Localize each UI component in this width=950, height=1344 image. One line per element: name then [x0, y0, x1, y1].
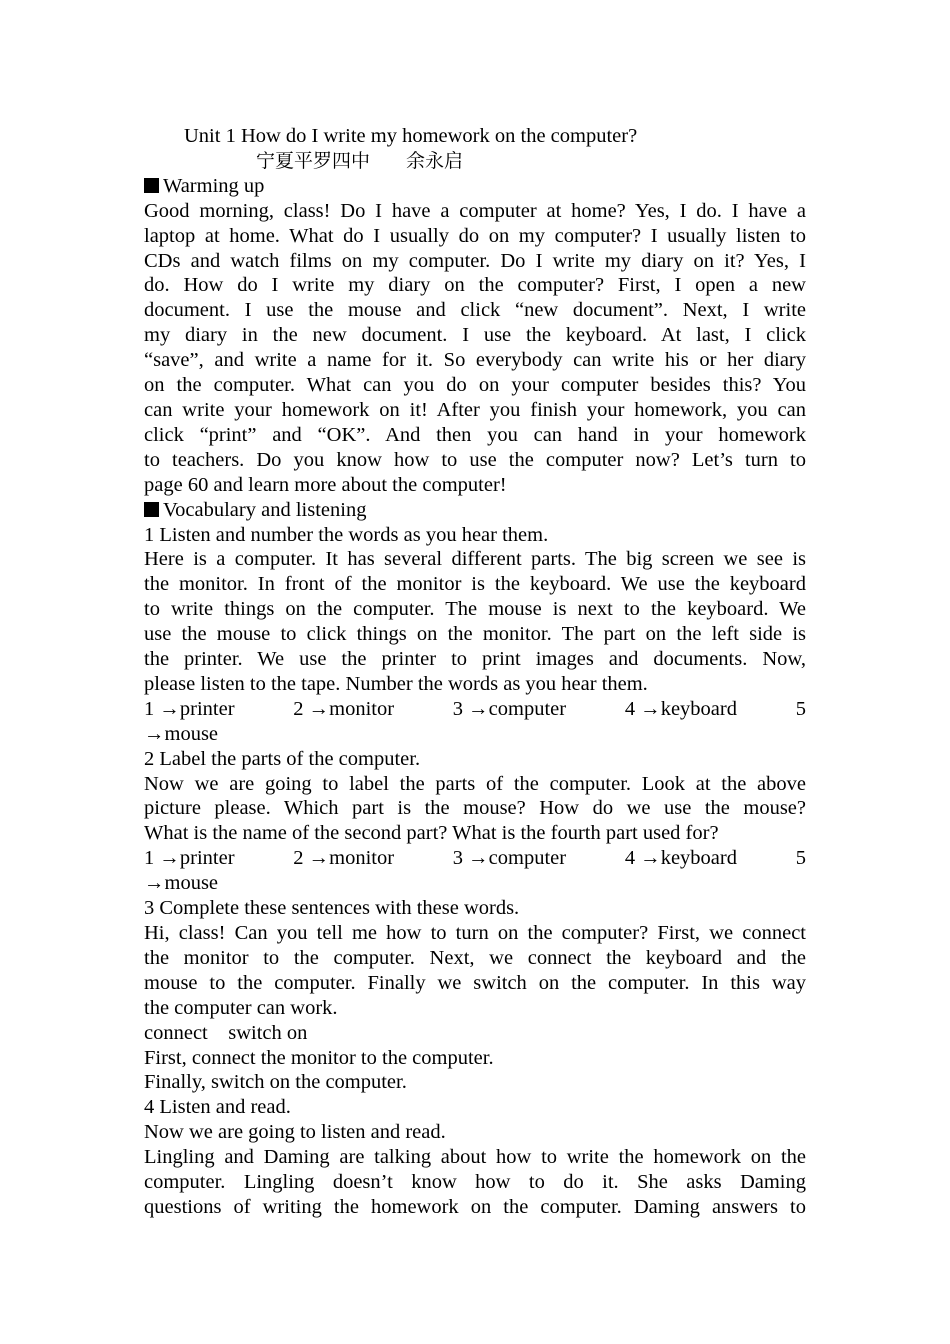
- text-line: What is the name of the second part? What is the fourth part used for?: [144, 822, 719, 845]
- text-line: Now we are going to label the parts of the computer. Look at the above: [144, 772, 806, 795]
- completed-sentence: First, connect the monitor to the computer.: [144, 1046, 494, 1069]
- answer-item: 4 →keyboard: [624, 847, 737, 870]
- text-line: Lingling and Daming are talking about how to write the homework on the: [144, 1146, 806, 1169]
- answer-item: 2 →monitor: [293, 847, 395, 870]
- exercise-2-answers: [144, 846, 806, 871]
- answer-item: →mouse: [144, 722, 219, 745]
- word-bank: connect switch on: [144, 1021, 308, 1044]
- exercise-4-title: 4 Listen and read.: [144, 1096, 291, 1119]
- text-line: the computer can work.: [144, 996, 338, 1019]
- exercise-1-title: 1 Listen and number the words as you hear them.: [144, 523, 549, 546]
- text-line: the printer. We use the printer to print images and documents. Now,: [144, 648, 806, 671]
- exercise-4-intro: Now we are going to listen and read.: [144, 1121, 446, 1144]
- completed-sentence: Finally, switch on the computer.: [144, 1071, 407, 1094]
- text-line: use the mouse to click things on the monitor. The part on the left side is: [144, 623, 806, 646]
- text-line: laptop at home. What do I usually do on my computer? I usually listen to: [144, 224, 806, 247]
- text-line: my diary in the new document. I use the keyboard. At last, I click: [144, 324, 806, 347]
- text-line: do. How do I write my diary on the computer? First, I open a new: [144, 274, 806, 297]
- text-line: can write your homework on it! After you finish your homework, you can: [144, 398, 806, 421]
- text-line: please listen to the tape. Number the words as you hear them.: [144, 672, 648, 695]
- text-line: on the computer. What can you do on your computer besides this? You: [144, 374, 806, 397]
- text-line: to write things on the computer. The mouse is next to the keyboard. We: [144, 598, 806, 621]
- text-line: mouse to the computer. Finally we switch on the computer. In this way: [144, 971, 806, 994]
- author-name: 余永启: [406, 149, 464, 172]
- author-line: [144, 149, 806, 174]
- text-line: click “print” and “OK”. And then you can hand in your homework: [144, 423, 806, 446]
- warming-up-paragraph: [144, 199, 806, 498]
- exercise-2-title: 2 Label the parts of the computer.: [144, 747, 421, 770]
- text-line: Good morning, class! Do I have a computer at home? Yes, I do. I have a: [144, 199, 806, 222]
- exercise-2-paragraph: [144, 772, 806, 847]
- answer-item: →mouse: [144, 872, 219, 895]
- exercise-1-answers: [144, 697, 806, 722]
- square-bullet-icon: [144, 178, 159, 193]
- author-school: 宁夏平罗四中: [256, 149, 371, 172]
- document-body: [144, 124, 806, 1220]
- text-line: questions of writing the homework on the computer. Daming answers to: [144, 1195, 806, 1218]
- text-line: the monitor to the computer. Next, we connect the keyboard and the: [144, 946, 806, 969]
- exercise-4-paragraph: [144, 1145, 806, 1220]
- section-heading-warming-up: Warming up: [144, 174, 806, 199]
- text-line: the monitor. In front of the monitor is the keyboard. We use the keyboard: [144, 573, 806, 596]
- exercise-3-paragraph: [144, 921, 806, 1021]
- answer-item: 4 →keyboard: [624, 697, 737, 720]
- exercise-1-paragraph: [144, 547, 806, 696]
- text-line: computer. Lingling doesn’t know how to do it. She asks Daming: [144, 1171, 806, 1194]
- text-line: CDs and watch films on my computer. Do I write my diary on it? Yes, I: [144, 249, 806, 272]
- answer-item: 3 →computer: [452, 697, 567, 720]
- answer-item: 1 →printer: [144, 847, 235, 870]
- section-heading-vocabulary: Vocabulary and listening: [144, 498, 806, 523]
- answer-item: 3 →computer: [452, 847, 567, 870]
- square-bullet-icon: [144, 502, 159, 517]
- page-title: Unit 1 How do I write my homework on the computer?: [184, 125, 638, 147]
- answer-item: 5: [795, 697, 806, 720]
- text-line: Hi, class! Can you tell me how to turn on the computer? First, we connect: [144, 922, 806, 944]
- answer-item: 2 →monitor: [293, 697, 395, 720]
- text-line: document. I use the mouse and click “new document”. Next, I write: [144, 299, 806, 322]
- exercise-3-title: 3 Complete these sentences with these words.: [144, 897, 520, 920]
- answer-item: 1 →printer: [144, 697, 235, 720]
- answer-item: 5: [795, 847, 806, 870]
- text-line: to teachers. Do you know how to use the computer now? Let’s turn to: [144, 448, 806, 471]
- text-line: “save”, and write a name for it. So everybody can write his or her diary: [144, 349, 806, 372]
- text-line: page 60 and learn more about the computer!: [144, 473, 507, 496]
- text-line: picture please. Which part is the mouse? How do we use the mouse?: [144, 797, 806, 820]
- text-line: Here is a computer. It has several different parts. The big screen we see is: [144, 548, 806, 571]
